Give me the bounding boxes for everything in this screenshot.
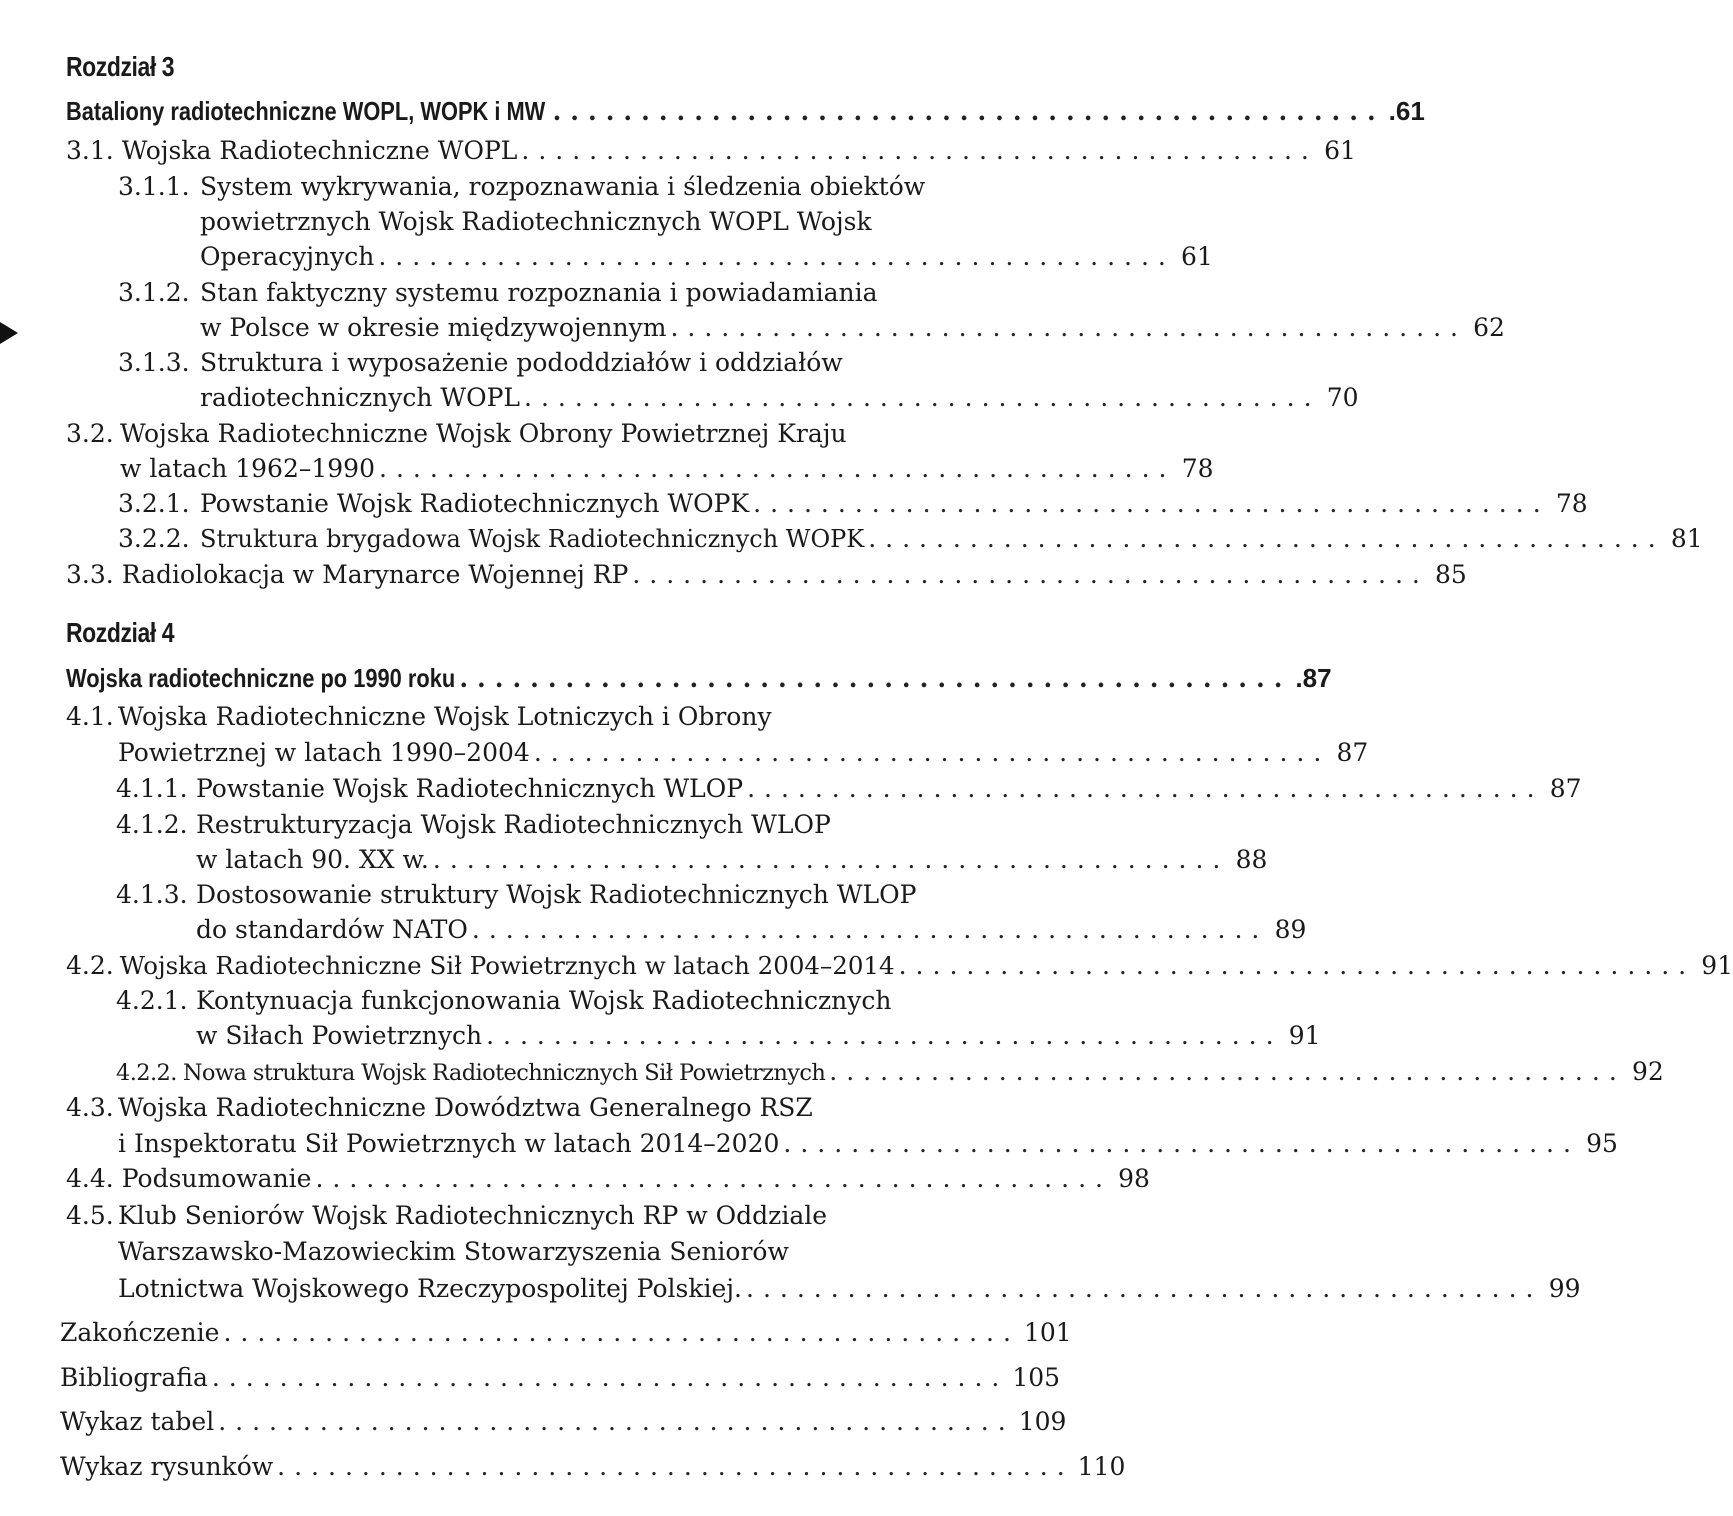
entry-title-line: Operacyjnych <box>200 242 375 271</box>
dot-leader: ............................................... <box>315 1164 1112 1193</box>
page-number: 91 <box>1288 1021 1321 1050</box>
entry-number: 4.4. <box>66 1164 114 1193</box>
entry-title: Bibliografia <box>60 1363 208 1392</box>
dot-leader: ............................................... <box>868 524 1665 553</box>
toc-entry[interactable] <box>196 772 1582 806</box>
entry-title-line: w Siłach Powietrznych <box>196 1021 483 1050</box>
entry-title-line: Restrukturyzacja Wojsk Radiotechnicznych WLOP <box>196 810 831 839</box>
page-number: .61 <box>1388 96 1425 126</box>
toc-backmatter-entry[interactable] <box>60 1361 1061 1395</box>
entry-number: 4.1.2. <box>116 810 188 839</box>
entry-title: Podsumowanie <box>121 1164 312 1193</box>
dot-leader: ............................................... <box>747 774 1544 803</box>
dot-leader: ............................................... <box>211 1363 1009 1392</box>
entry-number: 4.2.1. <box>116 986 188 1015</box>
dot-leader: ............................................... <box>486 1021 1283 1050</box>
entry-title-line: powietrznych Wojsk Radiotechnicznych WOPL Wojsk <box>200 207 872 236</box>
page-number: 88 <box>1235 845 1268 874</box>
entry-title-line: w latach 90. XX w. <box>196 845 429 874</box>
entry-title-line: w Polsce w okresie międzywojennym <box>200 313 667 342</box>
toc-entry[interactable] <box>200 311 1505 345</box>
entry-title-line: Stan faktyczny systemu rozpoznania i powiadamiania <box>200 278 878 307</box>
dot-leader: ............................................... <box>552 97 1385 126</box>
chapter-label: Rozdział 4 <box>66 617 175 648</box>
entry-title-line: i Inspektoratu Sił Powietrznych w latach 2014–2020 <box>118 1129 780 1158</box>
toc-entry[interactable] <box>196 913 1307 947</box>
dot-leader: ............................................... <box>223 1318 1020 1347</box>
toc-entry[interactable] <box>66 558 1467 592</box>
toc-backmatter-entry[interactable] <box>60 1450 1126 1484</box>
toc-entry[interactable] <box>66 949 1733 983</box>
page-number: 61 <box>1181 242 1213 271</box>
dot-leader: ............................................... <box>218 1407 1015 1436</box>
page-number: 70 <box>1326 383 1359 412</box>
entry-title-line: Wojska Radiotechniczne Wojsk Obrony Powietrznej Kraju <box>120 419 847 448</box>
dot-leader: ............................................... <box>432 845 1230 874</box>
page-number: 62 <box>1473 313 1505 342</box>
entry-number: 3.1.2. <box>118 278 190 307</box>
dot-leader: ............................................... <box>471 915 1269 944</box>
entry-title-line: Struktura i wyposażenie pododdziałów i oddziałów <box>200 348 843 377</box>
entry-number: 4.3. <box>66 1093 114 1122</box>
entry-title: Wykaz rysunków <box>60 1452 274 1481</box>
entry-title-line: Kontynuacja funkcjonowania Wojsk Radiotechnicznych <box>196 986 892 1015</box>
entry-title-line: w latach 1962–1990 <box>120 454 375 483</box>
page-number: 85 <box>1435 560 1467 589</box>
page-number: 61 <box>1324 136 1356 165</box>
scan-artifact-mark <box>0 322 18 344</box>
dot-leader: ............................................... <box>670 313 1467 342</box>
entry-title-line: Klub Seniorów Wojsk Radiotechnicznych RP w Oddziale <box>118 1201 828 1230</box>
dot-leader: ............................................... <box>378 242 1175 271</box>
dot-leader: ............................................... <box>459 664 1292 693</box>
entry-title: Wojska Radiotechniczne Sił Powietrznych w latach 2004–2014 <box>119 951 895 980</box>
entry-title-line: Wojska Radiotechniczne Dowództwa Generalnego RSZ <box>118 1093 813 1122</box>
entry-title-line: System wykrywania, rozpoznawania i śledzenia obiektów <box>200 172 926 201</box>
entry-number: 3.1. <box>66 136 114 165</box>
toc-entry[interactable] <box>120 452 1214 486</box>
page-number: 87 <box>1336 738 1369 767</box>
chapter-label: Rozdział 3 <box>66 51 175 82</box>
page-number: 87 <box>1549 774 1582 803</box>
entry-number: 4.2.2. <box>116 1060 177 1086</box>
entry-number: 4.1.1. <box>116 774 188 803</box>
entry-title: Radiolokacja w Marynarce Wojennej RP <box>121 560 629 589</box>
entry-title-line: Warszawsko-Mazowieckim Stowarzyszenia Seniorów <box>118 1237 789 1266</box>
page-number: 95 <box>1586 1129 1618 1158</box>
toc-entry[interactable] <box>66 134 1356 168</box>
dot-leader: ............................................... <box>746 1274 1543 1303</box>
entry-number: 3.2. <box>66 419 114 448</box>
entry-title-line: Dostosowanie struktury Wojsk Radiotechnicznych WLOP <box>196 880 917 909</box>
entry-title: Powstanie Wojsk Radiotechnicznych WOPK <box>200 489 750 518</box>
entry-number: 4.1.3. <box>116 880 188 909</box>
toc-entry[interactable] <box>196 1019 1321 1053</box>
toc-chapter-heading[interactable] <box>66 661 1332 695</box>
toc-entry[interactable] <box>200 381 1359 415</box>
page-number: 78 <box>1181 454 1214 483</box>
dot-leader: ............................................... <box>898 951 1696 980</box>
toc-entry[interactable] <box>118 736 1369 770</box>
dot-leader: ............................................... <box>753 489 1550 518</box>
page-number: 105 <box>1012 1363 1061 1392</box>
chapter-title: Wojska radiotechniczne po 1990 roku <box>66 663 456 693</box>
entry-number: 3.1.1. <box>118 172 190 201</box>
entry-title: Powstanie Wojsk Radiotechnicznych WLOP <box>196 774 744 803</box>
entry-title-line: Wojska Radiotechniczne Wojsk Lotniczych i Obrony <box>118 702 772 731</box>
toc-entry[interactable] <box>200 522 1703 556</box>
chapter-title: Bataliony radiotechniczne WOPL, WOPK i MW <box>66 96 546 126</box>
dot-leader: ............................................... <box>632 560 1429 589</box>
entry-title: Struktura brygadowa Wojsk Radiotechnicznych WOPK <box>200 525 865 553</box>
entry-title-line: Powietrznej w latach 1990–2004 <box>118 738 530 767</box>
page-number: 99 <box>1548 1274 1581 1303</box>
dot-leader: ............................................... <box>829 1057 1626 1086</box>
entry-number: 4.1. <box>66 702 114 731</box>
dot-leader: ............................................... <box>533 738 1331 767</box>
page-number: 91 <box>1701 951 1733 980</box>
page-number: 101 <box>1023 1318 1072 1347</box>
page-number: 92 <box>1631 1057 1664 1086</box>
toc-backmatter-entry[interactable] <box>60 1316 1072 1350</box>
toc-entry[interactable] <box>118 1272 1581 1306</box>
page-number: 98 <box>1118 1164 1150 1193</box>
entry-number: 3.3. <box>66 560 114 589</box>
dot-leader: ............................................... <box>783 1129 1580 1158</box>
page-number: 109 <box>1018 1407 1067 1436</box>
entry-number: 4.5. <box>66 1201 114 1230</box>
entry-title-line: Lotnictwa Wojskowego Rzeczypospolitej Polskiej. <box>118 1274 742 1303</box>
entry-title-line: radiotechnicznych WOPL <box>200 383 521 412</box>
entry-title-line: do standardów NATO <box>196 915 468 944</box>
entry-title: Nowa struktura Wojsk Radiotechnicznych Sił Powietrznych <box>182 1060 826 1086</box>
dot-leader: ............................................... <box>524 383 1321 412</box>
entry-number: 4.2. <box>66 951 114 980</box>
page-number: .87 <box>1295 663 1332 693</box>
page-number: 89 <box>1274 915 1307 944</box>
toc-entry[interactable] <box>116 1055 1664 1089</box>
entry-title: Zakończenie <box>60 1318 220 1347</box>
page-number: 78 <box>1555 489 1588 518</box>
toc-entry[interactable] <box>200 240 1213 274</box>
dot-leader: ............................................... <box>521 136 1318 165</box>
dot-leader: ............................................... <box>277 1452 1074 1481</box>
page-number: 81 <box>1670 524 1703 553</box>
toc-entry[interactable] <box>118 1127 1618 1161</box>
toc-chapter-heading[interactable] <box>66 94 1425 128</box>
toc-entry[interactable] <box>66 1162 1150 1196</box>
toc-entry[interactable] <box>200 487 1588 521</box>
toc-entry[interactable] <box>196 843 1268 877</box>
entry-number: 3.2.1. <box>118 489 190 518</box>
entry-title: Wykaz tabel <box>60 1407 215 1436</box>
entry-number: 3.1.3. <box>118 348 190 377</box>
entry-number: 3.2.2. <box>118 524 190 553</box>
page-number: 110 <box>1077 1452 1126 1481</box>
dot-leader: ............................................... <box>379 454 1176 483</box>
entry-title: Wojska Radiotechniczne WOPL <box>121 136 518 165</box>
toc-backmatter-entry[interactable] <box>60 1405 1067 1439</box>
